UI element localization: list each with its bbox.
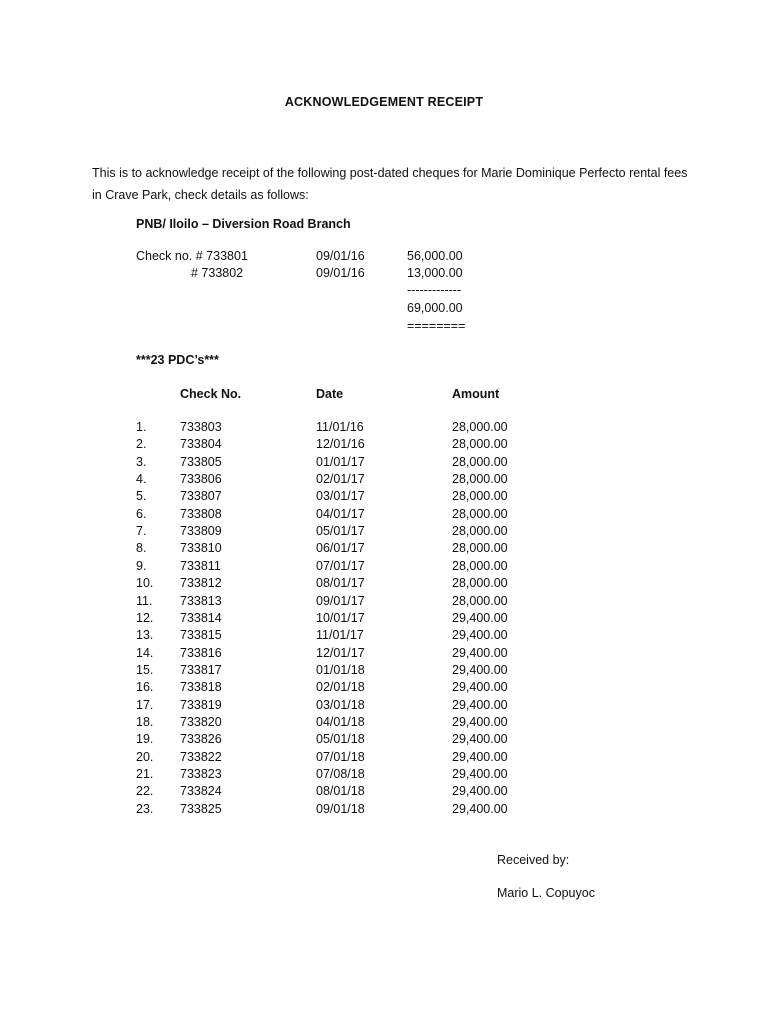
row-index: 2. [136,437,147,452]
check-date: 12/01/17 [316,645,365,660]
check-date: 11/01/17 [316,628,364,643]
check-amount: 28,000.00 [452,489,508,504]
check-amount: 29,400.00 [452,628,508,643]
check-number: 733825 [180,801,222,816]
column-header-amount: Amount [452,387,500,401]
row-index: 17. [136,697,154,712]
check-amount: 29,400.00 [452,645,508,660]
intro-paragraph: This is to acknowledge receipt of the following post-dated cheques for Marie Dominique Perfecto rental fees in Crave Park, check details as follows: [92,166,688,202]
table-row [0,627,768,644]
check-date: 03/01/17 [316,489,365,504]
row-index: 12. [136,610,154,625]
check-date: 06/01/17 [316,541,365,556]
check-date: 07/01/18 [316,749,365,764]
initial-check-1-label: Check no. # 733801 [136,249,248,263]
check-number: 733817 [180,662,222,677]
total-rule: ======== [407,319,466,333]
check-number: 733824 [180,784,222,799]
check-number: 733820 [180,714,222,729]
table-row [0,645,768,662]
check-number: 733808 [180,506,222,521]
check-amount: 29,400.00 [452,680,508,695]
check-date: 04/01/18 [316,714,365,729]
table-row [0,714,768,731]
check-date: 05/01/18 [316,732,365,747]
check-amount: 28,000.00 [452,558,508,573]
check-date: 01/01/18 [316,662,365,677]
check-number: 733809 [180,524,222,539]
table-row [0,610,768,627]
row-index: 19. [136,732,154,747]
table-row [0,801,768,818]
check-number: 733804 [180,437,222,452]
column-header-check-no: Check No. [180,387,242,401]
check-number: 733818 [180,680,222,695]
check-number: 733813 [180,593,222,608]
check-amount: 29,400.00 [452,610,508,625]
check-date: 12/01/16 [316,437,365,452]
table-row [0,783,768,800]
check-amount: 29,400.00 [452,749,508,764]
check-date: 01/01/17 [316,454,365,469]
check-date: 02/01/17 [316,472,365,487]
check-number: 733810 [180,541,222,556]
initial-check-2-label: # 733802 [191,266,244,280]
check-number: 733807 [180,489,222,504]
check-date: 04/01/17 [316,506,365,521]
check-date: 07/08/18 [316,767,365,781]
check-amount: 28,000.00 [452,593,508,608]
initial-check-2-amount: 13,000.00 [407,266,463,280]
check-amount: 28,000.00 [452,576,508,591]
check-amount: 29,400.00 [452,714,508,729]
check-number: 733806 [180,472,222,487]
row-index: 5. [136,489,147,504]
check-number: 733811 [180,558,221,573]
check-date: 11/01/16 [316,420,364,434]
row-index: 15. [136,662,154,677]
check-amount: 29,400.00 [452,784,508,799]
table-row [0,593,768,610]
check-amount: 28,000.00 [452,472,508,487]
subtotal-amount: 69,000.00 [407,301,463,315]
table-row [0,558,768,575]
row-index: 22. [136,784,154,799]
table-row [0,506,768,523]
check-amount: 28,000.00 [452,420,508,434]
table-row [0,662,768,679]
document-title: ACKNOWLEDGEMENT RECEIPT [284,95,484,109]
check-number: 733823 [180,767,222,781]
check-amount: 29,400.00 [452,732,508,747]
check-amount: 29,400.00 [452,697,508,712]
row-index: 13. [136,628,154,643]
row-index: 14. [136,645,154,660]
check-amount: 28,000.00 [452,454,508,469]
row-index: 23. [136,801,154,816]
table-row [0,454,768,471]
table-row [0,436,768,453]
pdc-heading: ***23 PDC’s*** [136,353,219,367]
check-date: 02/01/18 [316,680,365,695]
check-date: 08/01/18 [316,784,365,799]
row-index: 10. [136,576,154,591]
check-number: 733826 [180,732,222,747]
check-number: 733815 [180,628,222,643]
row-index: 8. [136,541,147,556]
check-number: 733805 [180,454,222,469]
check-number: 733814 [180,610,222,625]
table-row [0,766,768,783]
check-amount: 28,000.00 [452,437,508,452]
row-index: 4. [136,472,147,487]
bank-branch: PNB/ Iloilo – Diversion Road Branch [136,217,351,231]
table-row [0,679,768,696]
row-index: 21. [136,767,154,781]
check-date: 08/01/17 [316,576,365,591]
check-amount: 28,000.00 [452,524,508,539]
check-date: 07/01/17 [316,558,365,573]
table-row [0,471,768,488]
signer-name: Mario L. Copuyoc [497,886,595,900]
check-amount: 29,400.00 [452,662,508,677]
check-number: 733812 [180,576,222,591]
row-index: 20. [136,749,154,764]
initial-check-1-date: 09/01/16 [316,249,365,263]
row-index: 1. [136,420,147,434]
check-number: 733819 [180,697,222,712]
check-amount: 29,400.00 [452,767,508,781]
table-row [0,523,768,540]
check-date: 03/01/18 [316,697,365,712]
check-number: 733816 [180,645,222,660]
table-row [0,731,768,748]
check-amount: 29,400.00 [452,801,508,816]
table-row [0,488,768,505]
row-index: 9. [136,558,147,573]
check-amount: 28,000.00 [452,541,508,556]
row-index: 16. [136,680,154,695]
initial-check-2-date: 09/01/16 [316,266,365,280]
check-date: 10/01/17 [316,610,365,625]
table-row [0,540,768,557]
row-index: 3. [136,454,147,469]
initial-check-1-amount: 56,000.00 [407,249,463,263]
column-header-date: Date [316,387,344,401]
table-row [0,697,768,714]
row-index: 6. [136,506,147,521]
check-date: 09/01/17 [316,593,365,608]
check-amount: 28,000.00 [452,506,508,521]
check-date: 09/01/18 [316,801,365,816]
table-row [0,419,768,436]
row-index: 18. [136,714,154,729]
row-index: 11. [136,593,153,608]
table-row [0,749,768,766]
row-index: 7. [136,524,147,539]
received-by-label: Received by: [497,853,570,867]
table-row [0,575,768,592]
check-number: 733803 [180,420,222,434]
subtotal-rule: ------------- [407,283,462,297]
check-number: 733822 [180,749,222,764]
check-date: 05/01/17 [316,524,365,539]
